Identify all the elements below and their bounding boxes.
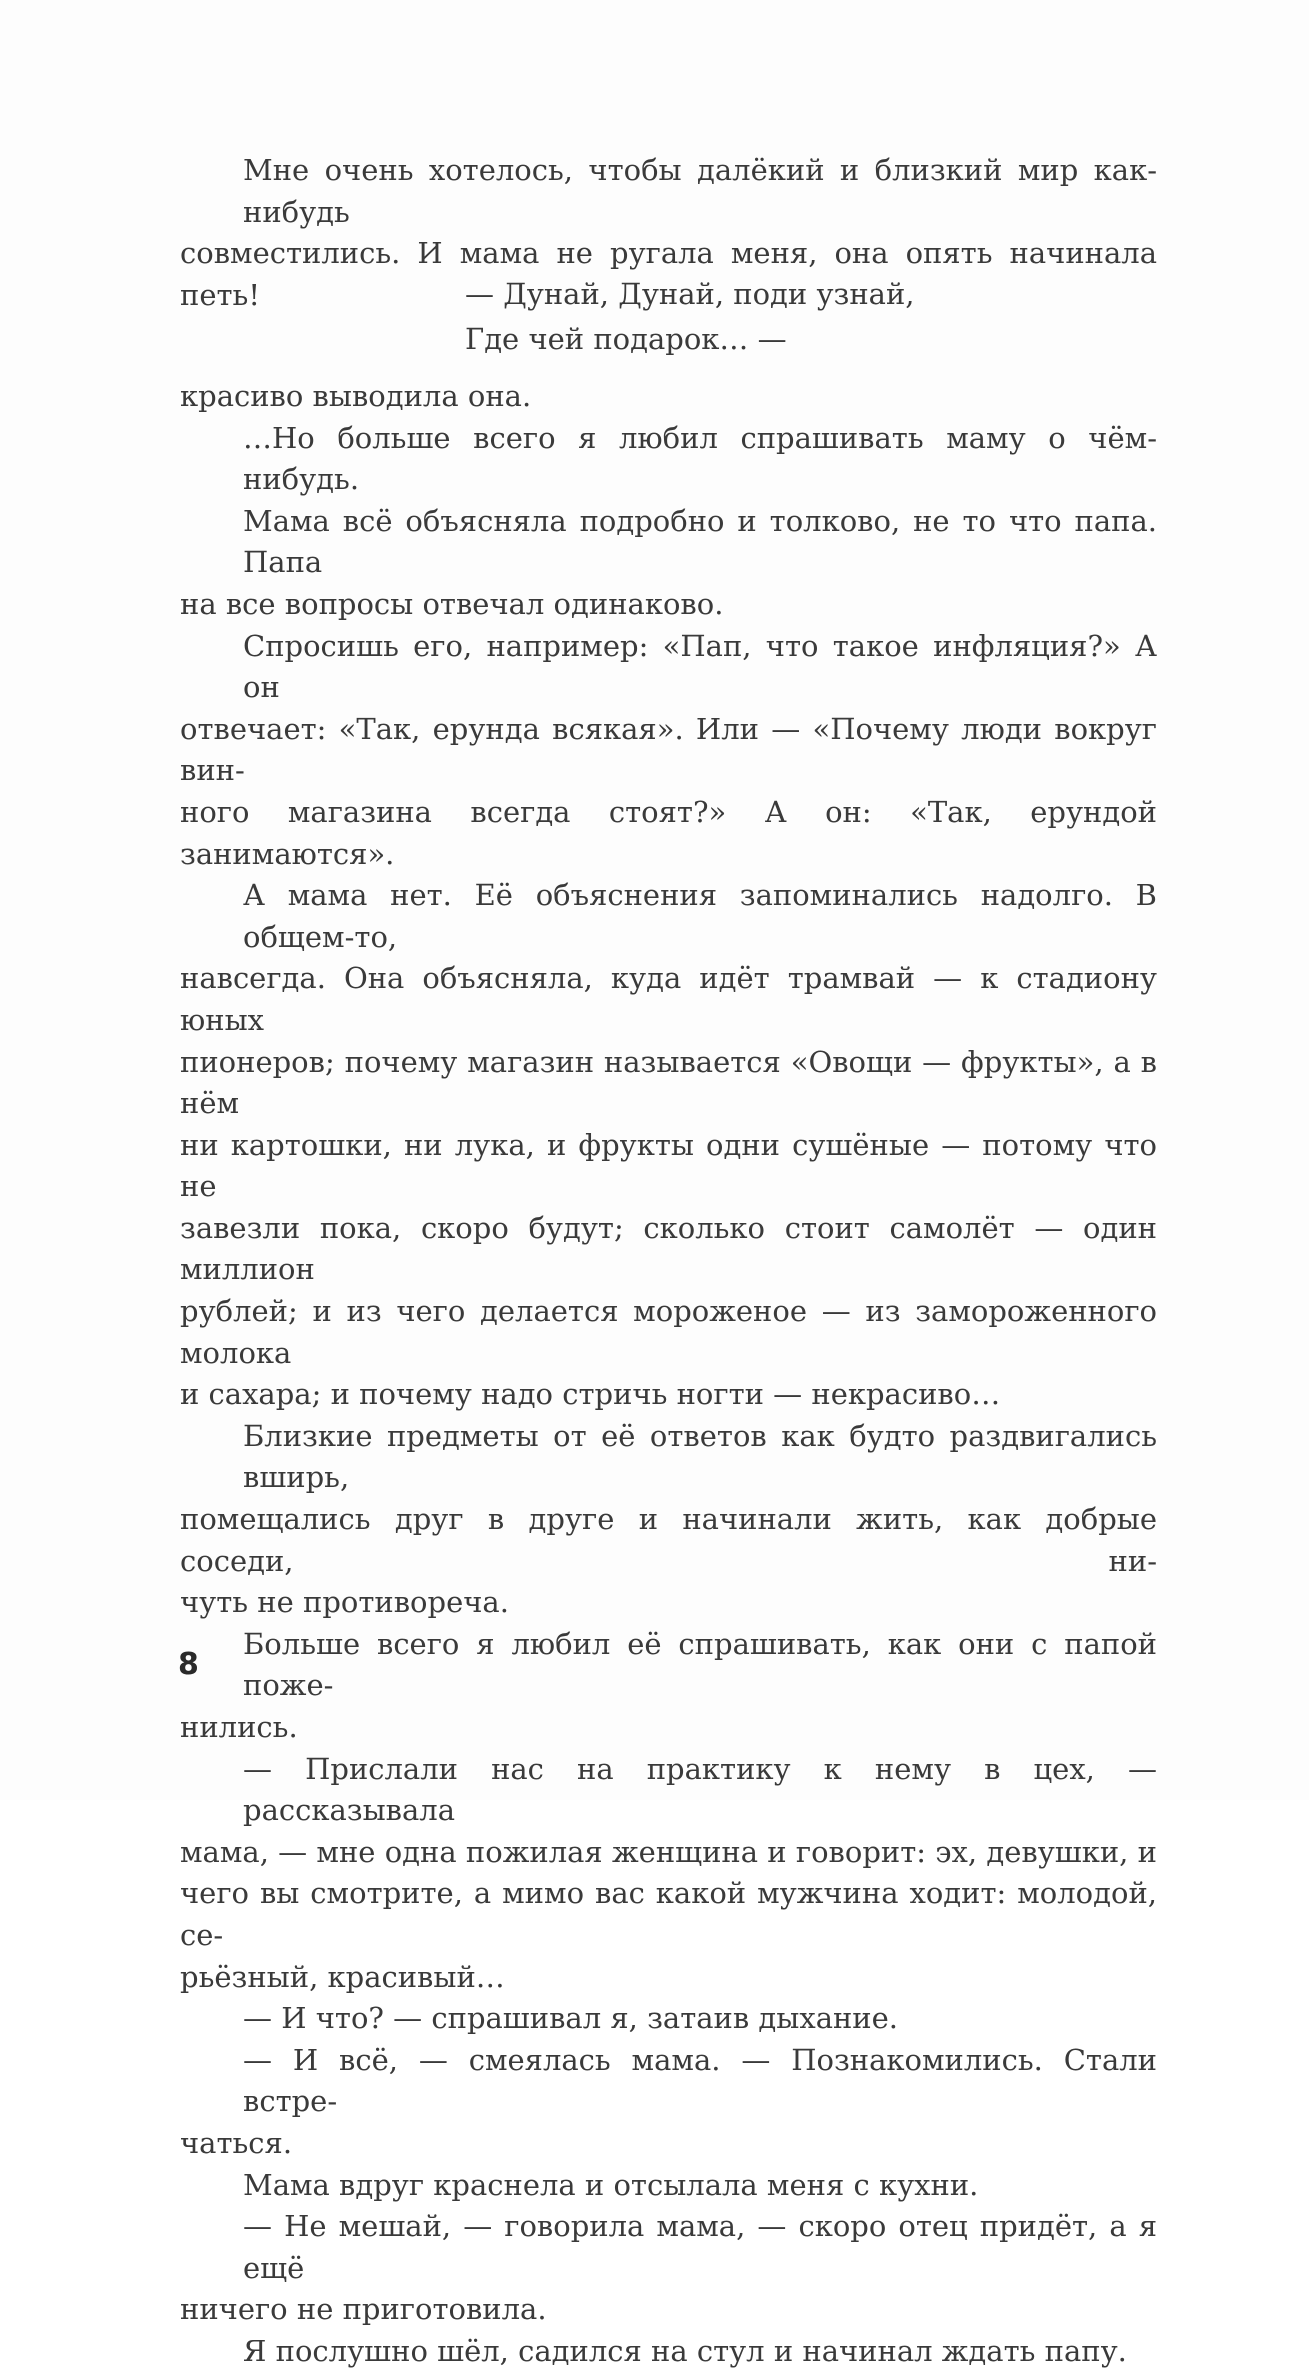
text-line: Я послушно шёл, садился на стул и начинал ждать папу. [243, 2333, 1127, 2368]
text-line: красиво выводила она. [180, 379, 532, 413]
text-line: Спросишь его, например: «Пап, что такое инфляция?» А он [243, 628, 1157, 705]
text-line: совместились. И мама не ругала меня, она опять начинала петь! [180, 236, 1157, 312]
text-line: — И что? — спрашивал я, затаив дыхание. [243, 2001, 899, 2036]
verse-line: — Дунай, Дунай, поди узнай, [465, 277, 915, 311]
text-line: — Не мешай, — говорила мама, — скоро отец придёт, а я ещё [243, 2209, 1157, 2285]
body-text [180, 376, 1157, 2373]
text-line: чаться. [180, 2125, 293, 2160]
text-line: пионеров; почему магазин называется «Овощи — фрукты», а в нём [180, 1044, 1157, 1121]
text-line: ни картошки, ни лука, и фрукты одни сушёные — потому что не [180, 1127, 1157, 1204]
text-line: помещались друг в друге и начинали жить, как добрые соседи, ни- [180, 1502, 1157, 1578]
text-line: Мама вдруг краснела и отсылала меня с кухни. [243, 2167, 979, 2202]
text-line: нились. [180, 1710, 298, 1744]
text-line: завезли пока, скоро будут; сколько стоит самолёт — один миллион [180, 1210, 1157, 1287]
text-line: чуть не противореча. [180, 1585, 509, 1620]
text-line: рьёзный, красивый… [180, 1959, 505, 1994]
text-line: А мама нет. Её объяснения запоминались надолго. В общем-то, [243, 878, 1157, 954]
text-line: — И всё, — смеялась мама. — Познакомились. Стали встре- [243, 2042, 1157, 2119]
page-number: 8 [178, 1647, 199, 1682]
text-line: ничего не приготовила. [180, 2292, 547, 2327]
text-line: — Прислали нас на практику к нему в цех, — рассказывала [243, 1751, 1157, 1828]
text-line: …Но больше всего я любил спрашивать маму о чём-нибудь. [243, 420, 1157, 497]
verse-line: Где чей подарок… — [465, 322, 787, 356]
text-line: Близкие предметы от её ответов как будто раздвигались вширь, [243, 1418, 1157, 1495]
text-line: Мама всё объясняла подробно и толково, не то что папа. Папа [243, 503, 1157, 580]
text-line: ного магазина всегда стоят?» А он: «Так, ерундой занимаются». [180, 794, 1157, 871]
text-line: на все вопросы отвечал одинаково. [180, 586, 724, 621]
text-line: и сахара; и почему надо стричь ногти — некрасиво… [180, 1377, 1001, 1412]
text-line: Мне очень хотелось, чтобы далёкий и близкий мир как-нибудь [243, 153, 1157, 229]
text-line: отвечает: «Так, ерунда всякая». Или — «Почему люди вокруг вин- [180, 711, 1157, 788]
text-line: Больше всего я любил её спрашивать, как они с папой поже- [243, 1626, 1157, 1703]
text-line: навсегда. Она объясняла, куда идёт трамвай — к стадиону юных [180, 961, 1157, 1037]
verse-quote [465, 272, 915, 362]
text-line: мама, — мне одна пожилая женщина и говорит: эх, девушки, и [180, 1834, 1157, 1869]
text-line: чего вы смотрите, а мимо вас какой мужчина ходит: молодой, се- [180, 1876, 1157, 1952]
text-line: рублей; и из чего делается мороженое — из замороженного молока [180, 1294, 1157, 1370]
